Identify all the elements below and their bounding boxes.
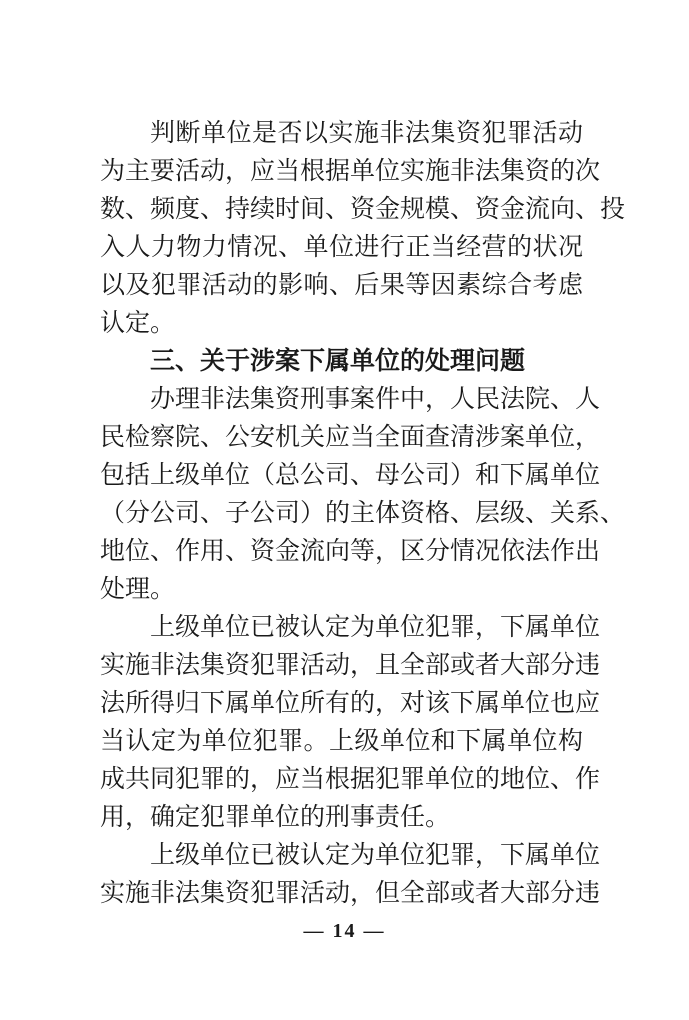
page-number: — 14 — — [303, 920, 386, 942]
text-line: 判断单位是否以实施非法集资犯罪活动 — [150, 118, 583, 147]
text-line: 民检察院、公安机关应当全面查清涉案单位， — [100, 422, 601, 451]
text-line: 为主要活动，应当根据单位实施非法集资的次 — [100, 156, 601, 185]
text-line: 上级单位已被认定为单位犯罪，下属单位 — [150, 612, 601, 641]
text-line: 当认定为单位犯罪。上级单位和下属单位构 — [100, 726, 583, 755]
text-line: 数、频度、持续时间、资金规模、资金流向、投 — [100, 194, 626, 223]
text-line: 法所得归下属单位所有的，对该下属单位也应 — [100, 688, 601, 717]
section-heading: 三、关于涉案下属单位的处理问题 — [150, 346, 526, 375]
text-line: （分公司、子公司）的主体资格、层级、关系、 — [100, 498, 626, 527]
text-line: 地位、作用、资金流向等，区分情况依法作出 — [100, 536, 601, 565]
text-line: 成共同犯罪的，应当根据犯罪单位的地位、作 — [100, 764, 601, 793]
text-line: 认定。 — [100, 308, 176, 337]
text-line: 用，确定犯罪单位的刑事责任。 — [100, 802, 451, 831]
document-body — [100, 114, 626, 912]
text-line: 入人力物力情况、单位进行正当经营的状况 — [100, 232, 583, 261]
text-line: 处理。 — [100, 574, 176, 603]
text-line: 上级单位已被认定为单位犯罪，下属单位 — [150, 840, 601, 869]
text-line: 实施非法集资犯罪活动，但全部或者大部分违 — [100, 878, 601, 907]
text-line: 以及犯罪活动的影响、后果等因素综合考虑 — [100, 270, 583, 299]
text-line: 实施非法集资犯罪活动，且全部或者大部分违 — [100, 650, 601, 679]
text-line: 包括上级单位（总公司、母公司）和下属单位 — [100, 460, 601, 489]
text-line: 办理非法集资刑事案件中，人民法院、人 — [150, 384, 601, 413]
